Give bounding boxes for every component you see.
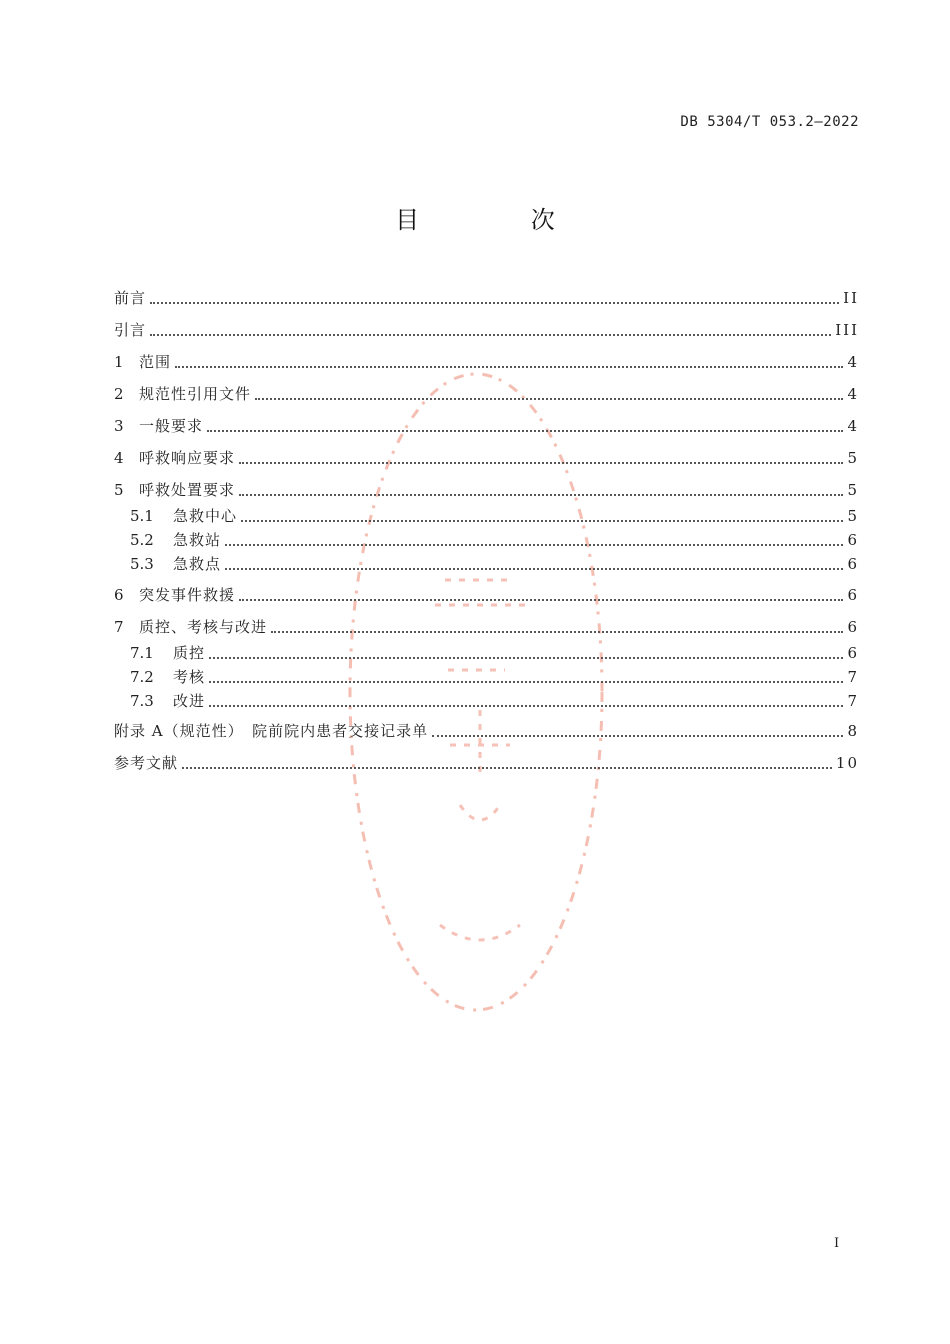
toc-entry-number: 4 [114, 449, 124, 467]
toc-entry-label: 引言 [114, 321, 147, 339]
toc-entry-label: 突发事件救援 [139, 586, 236, 604]
dot-leader [432, 735, 843, 737]
toc-entry-number: 7.1 [130, 644, 154, 662]
toc-entry[interactable] [114, 584, 859, 606]
toc-entry[interactable] [114, 505, 859, 527]
toc-entry[interactable] [114, 415, 859, 437]
toc-entry-number: 7.2 [130, 668, 154, 686]
page-number: I [834, 1236, 840, 1251]
toc-entry[interactable] [114, 383, 859, 405]
toc-entry-page: II [843, 289, 859, 307]
dot-leader [209, 657, 843, 659]
toc-entry-page: 8 [847, 722, 859, 740]
toc-entry-label: 呼救处置要求 [139, 481, 236, 499]
toc-entry[interactable] [114, 642, 859, 664]
toc-entry-page: 4 [847, 385, 859, 403]
toc-entry[interactable] [114, 529, 859, 551]
toc-entry-label: 急救站 [173, 531, 222, 549]
page-title: 目 次 [395, 206, 607, 234]
toc-entry-page: 10 [835, 754, 859, 772]
toc-entry[interactable] [114, 616, 859, 638]
dot-leader [150, 302, 839, 304]
toc-entry[interactable] [114, 447, 859, 469]
toc-entry[interactable] [114, 351, 859, 373]
toc-entry[interactable] [114, 319, 859, 341]
dot-leader [225, 568, 843, 570]
toc-entry-label: 质控、考核与改进 [139, 618, 268, 636]
toc-entry-number: 7.3 [130, 692, 154, 710]
dot-leader [150, 334, 831, 336]
toc-entry-page: 7 [847, 692, 859, 710]
toc-entry-label: 前言 [114, 289, 147, 307]
toc-entry-label: 考核 [173, 668, 206, 686]
toc-entry-page: 4 [847, 353, 859, 371]
toc-entry[interactable] [114, 720, 859, 742]
dot-leader [239, 494, 843, 496]
toc-entry-number: 5.2 [130, 531, 154, 549]
toc-entry-number: 5.1 [130, 507, 154, 525]
toc-entry-page: 6 [847, 644, 859, 662]
toc-entry-page: 6 [847, 531, 859, 549]
document-code: DB 5304/T 053.2—2022 [680, 114, 859, 130]
toc-entry-page: 6 [847, 586, 859, 604]
toc-entry-number: 6 [114, 586, 124, 604]
toc-entry-label: 急救点 [173, 555, 222, 573]
toc-entry-page: III [835, 321, 859, 339]
dot-leader [207, 430, 843, 432]
toc-entry-page: 5 [847, 481, 859, 499]
dot-leader [182, 767, 832, 769]
toc-entry-number: 1 [114, 353, 124, 371]
toc-entry[interactable] [114, 287, 859, 309]
toc-entry-label: 参考文献 [114, 754, 179, 772]
dot-leader [239, 599, 843, 601]
toc-entry-page: 5 [847, 507, 859, 525]
toc-entry-number: 5 [114, 481, 124, 499]
toc-entry-page: 7 [847, 668, 859, 686]
toc-entry-number: 2 [114, 385, 124, 403]
toc-entry-page: 6 [847, 618, 859, 636]
toc-entry-label: 急救中心 [173, 507, 238, 525]
dot-leader [225, 544, 843, 546]
dot-leader [271, 631, 843, 633]
dot-leader [241, 520, 843, 522]
toc-entry-page: 5 [847, 449, 859, 467]
toc-entry-label: 质控 [173, 644, 206, 662]
toc-entry-page: 4 [847, 417, 859, 435]
toc-entry[interactable] [114, 690, 859, 712]
toc-entry-number: 7 [114, 618, 124, 636]
toc-entry-label: 范围 [139, 353, 172, 371]
toc-entry[interactable] [114, 553, 859, 575]
toc-entry[interactable] [114, 479, 859, 501]
toc-entry[interactable] [114, 752, 859, 774]
dot-leader [239, 462, 843, 464]
toc-entry-label: 规范性引用文件 [139, 385, 252, 403]
toc-entry-label: 一般要求 [139, 417, 204, 435]
toc-entry-number: 5.3 [130, 555, 154, 573]
toc-entry-label: 附录 A（规范性） 院前院内患者交接记录单 [114, 722, 429, 740]
toc-entry-label: 改进 [173, 692, 206, 710]
dot-leader [255, 398, 843, 400]
dot-leader [209, 681, 843, 683]
dot-leader [175, 366, 843, 368]
toc-entry-page: 6 [847, 555, 859, 573]
toc-entry-label: 呼救响应要求 [139, 449, 236, 467]
toc-entry[interactable] [114, 666, 859, 688]
dot-leader [209, 705, 843, 707]
toc-entry-number: 3 [114, 417, 124, 435]
